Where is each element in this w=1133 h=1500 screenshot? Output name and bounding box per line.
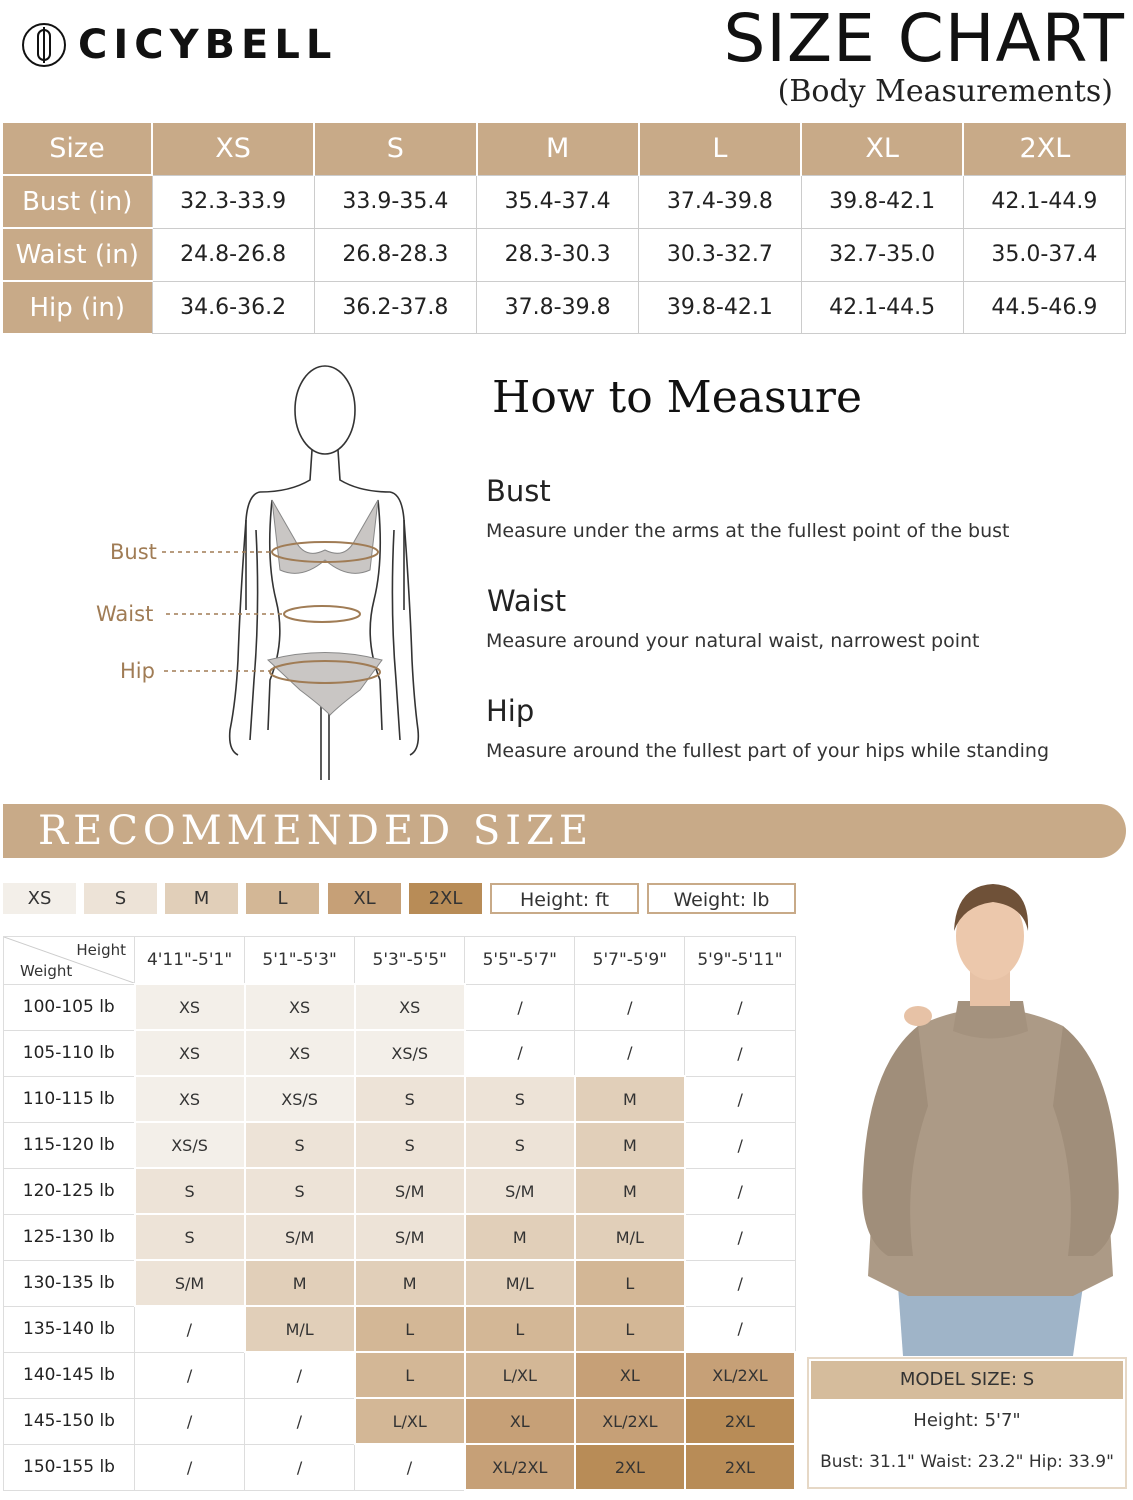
measure-bust-desc: Measure under the arms at the fullest point of the bust (486, 520, 1010, 542)
weight-label: 105-110 lb (4, 1030, 135, 1076)
table-row (4, 1030, 796, 1076)
size-cell: L (575, 1306, 685, 1352)
weight-label: 145-150 lb (4, 1398, 135, 1444)
weight-label: 120-125 lb (4, 1168, 135, 1214)
how-to-measure-title: How to Measure (492, 372, 862, 423)
model-height: Height: 5'7" (913, 1410, 1021, 1431)
model-photo (858, 876, 1123, 1356)
row-label-bust: Bust (in) (3, 175, 152, 228)
table-cell: 28.3-30.3 (477, 228, 639, 281)
size-header: M (477, 123, 639, 175)
size-cell: M/L (245, 1306, 355, 1352)
size-cell: / (135, 1444, 245, 1490)
height-header: 5'5"-5'7" (465, 937, 575, 985)
size-header: Size (3, 123, 152, 175)
size-cell: XS (135, 1030, 245, 1076)
size-cell: L (575, 1260, 685, 1306)
weight-label: 110-115 lb (4, 1076, 135, 1122)
size-cell: XL/2XL (465, 1444, 575, 1490)
size-cell: L (355, 1306, 465, 1352)
size-cell: / (465, 984, 575, 1030)
size-cell: XS/S (355, 1030, 465, 1076)
size-cell: S (245, 1168, 355, 1214)
size-cell: S/M (355, 1214, 465, 1260)
brand-name: CICYBELL (78, 22, 338, 68)
size-cell: S/M (355, 1168, 465, 1214)
legend-xs: XS (3, 883, 76, 914)
size-cell: / (685, 1260, 795, 1306)
table-row (3, 281, 1126, 333)
row-label-hip: Hip (in) (3, 281, 152, 333)
size-cell: L (355, 1352, 465, 1398)
table-row (4, 1076, 796, 1122)
size-cell: S (465, 1122, 575, 1168)
table-cell: 32.7-35.0 (801, 228, 963, 281)
size-cell: / (685, 984, 795, 1030)
size-cell: M (245, 1260, 355, 1306)
weight-label: 115-120 lb (4, 1122, 135, 1168)
weight-label: 100-105 lb (4, 984, 135, 1030)
model-measurements: Bust: 31.1" Waist: 23.2" Hip: 33.9" (820, 1452, 1114, 1472)
table-row (4, 1306, 796, 1352)
table-row (4, 1444, 796, 1490)
size-cell: XS (245, 984, 355, 1030)
table-row (3, 175, 1126, 228)
table-cell: 42.1-44.5 (801, 281, 963, 333)
size-cell: S (465, 1076, 575, 1122)
size-cell: XL/2XL (575, 1398, 685, 1444)
table-cell: 37.8-39.8 (477, 281, 639, 333)
size-cell: S (355, 1076, 465, 1122)
size-table-header (3, 123, 1126, 175)
height-header: 4'11"-5'1" (135, 937, 245, 985)
legend-xl: XL (328, 883, 401, 914)
size-header: XS (152, 123, 314, 175)
size-cell: / (685, 1076, 795, 1122)
model-size: MODEL SIZE: S (811, 1361, 1123, 1399)
size-table (3, 123, 1126, 334)
size-cell: / (465, 1030, 575, 1076)
legend-2xl: 2XL (409, 883, 482, 914)
height-header: 5'7"-5'9" (575, 937, 685, 985)
corner-weight-label: Weight (20, 961, 73, 980)
size-header: S (314, 123, 476, 175)
size-cell: / (135, 1352, 245, 1398)
table-row (4, 1260, 796, 1306)
table-row (4, 1352, 796, 1398)
size-cell: XS/S (135, 1122, 245, 1168)
size-header: XL (801, 123, 963, 175)
table-cell: 32.3-33.9 (152, 175, 314, 228)
size-cell: L/XL (465, 1352, 575, 1398)
legend-height-unit: Height: ft (490, 883, 639, 914)
size-cell: / (245, 1444, 355, 1490)
size-cell: / (575, 1030, 685, 1076)
weight-label: 125-130 lb (4, 1214, 135, 1260)
legend-s: S (84, 883, 157, 914)
cb-monogram-icon (22, 23, 66, 67)
size-cell: / (135, 1398, 245, 1444)
weight-label: 140-145 lb (4, 1352, 135, 1398)
size-cell: M (465, 1214, 575, 1260)
size-cell: 2XL (575, 1444, 685, 1490)
table-cell: 37.4-39.8 (639, 175, 801, 228)
size-cell: / (685, 1306, 795, 1352)
corner-cell (4, 937, 135, 985)
size-cell: XS/S (245, 1076, 355, 1122)
table-row (3, 228, 1126, 281)
table-cell: 44.5-46.9 (963, 281, 1125, 333)
table-cell: 35.4-37.4 (477, 175, 639, 228)
size-cell: S (245, 1122, 355, 1168)
size-cell: / (685, 1122, 795, 1168)
height-header: 5'9"-5'11" (685, 937, 795, 985)
measure-bust-title: Bust (486, 474, 551, 508)
body-measure-figure (90, 360, 420, 785)
size-cell: / (685, 1030, 795, 1076)
legend-weight-unit: Weight: lb (647, 883, 796, 914)
measure-hip-desc: Measure around the fullest part of your hips while standing (486, 740, 1050, 762)
table-cell: 39.8-42.1 (639, 281, 801, 333)
recommend-table (3, 936, 796, 1491)
table-row (4, 984, 796, 1030)
recommended-title: RECOMMENDED SIZE (38, 808, 594, 854)
size-cell: S (135, 1168, 245, 1214)
weight-label: 150-155 lb (4, 1444, 135, 1490)
table-cell: 35.0-37.4 (963, 228, 1125, 281)
weight-label: 130-135 lb (4, 1260, 135, 1306)
size-cell: XS (355, 984, 465, 1030)
table-row (4, 1214, 796, 1260)
table-row (4, 1122, 796, 1168)
size-cell: S/M (465, 1168, 575, 1214)
size-cell: 2XL (685, 1398, 795, 1444)
size-cell: XS (135, 1076, 245, 1122)
size-cell: / (245, 1352, 355, 1398)
page-title: SIZE CHART (723, 0, 1125, 77)
measure-waist-desc: Measure around your natural waist, narrowest point (486, 630, 980, 652)
size-cell: S (135, 1214, 245, 1260)
size-cell: M (575, 1076, 685, 1122)
size-header: 2XL (963, 123, 1125, 175)
size-cell: 2XL (685, 1444, 795, 1490)
size-cell: M/L (575, 1214, 685, 1260)
table-cell: 30.3-32.7 (639, 228, 801, 281)
size-cell: XS (135, 984, 245, 1030)
height-header: 5'1"-5'3" (245, 937, 355, 985)
size-cell: XL (465, 1398, 575, 1444)
hip-label: Hip (120, 659, 155, 683)
size-cell: / (135, 1306, 245, 1352)
size-cell: M/L (465, 1260, 575, 1306)
recommend-body (4, 984, 796, 1490)
table-cell: 26.8-28.3 (314, 228, 476, 281)
row-label-waist: Waist (in) (3, 228, 152, 281)
size-cell: XL/2XL (685, 1352, 795, 1398)
legend-l: L (246, 883, 319, 914)
corner-height-label: Height (76, 941, 126, 959)
size-cell: / (685, 1214, 795, 1260)
size-cell: / (355, 1444, 465, 1490)
table-cell: 36.2-37.8 (314, 281, 476, 333)
table-cell: 39.8-42.1 (801, 175, 963, 228)
page-subtitle: (Body Measurements) (777, 74, 1113, 109)
size-cell: / (685, 1168, 795, 1214)
size-cell: / (245, 1398, 355, 1444)
size-cell: S (355, 1122, 465, 1168)
size-cell: M (575, 1122, 685, 1168)
recommend-header-row (4, 937, 796, 985)
size-cell: XS (245, 1030, 355, 1076)
size-cell: S/M (245, 1214, 355, 1260)
waist-label: Waist (96, 602, 154, 626)
table-row (4, 1398, 796, 1444)
table-cell: 34.6-36.2 (152, 281, 314, 333)
size-cell: M (355, 1260, 465, 1306)
size-cell: L/XL (355, 1398, 465, 1444)
size-cell: XL (575, 1352, 685, 1398)
table-cell: 42.1-44.9 (963, 175, 1125, 228)
legend-m: M (165, 883, 238, 914)
weight-label: 135-140 lb (4, 1306, 135, 1352)
bust-label: Bust (110, 540, 157, 564)
table-row (4, 1168, 796, 1214)
size-cell: / (575, 984, 685, 1030)
table-cell: 33.9-35.4 (314, 175, 476, 228)
table-cell: 24.8-26.8 (152, 228, 314, 281)
size-cell: M (575, 1168, 685, 1214)
measure-waist-title: Waist (487, 584, 567, 618)
brand-logo (22, 22, 337, 68)
height-header: 5'3"-5'5" (355, 937, 465, 985)
measure-hip-title: Hip (486, 694, 535, 728)
size-cell: S/M (135, 1260, 245, 1306)
size-header: L (639, 123, 801, 175)
size-cell: L (465, 1306, 575, 1352)
